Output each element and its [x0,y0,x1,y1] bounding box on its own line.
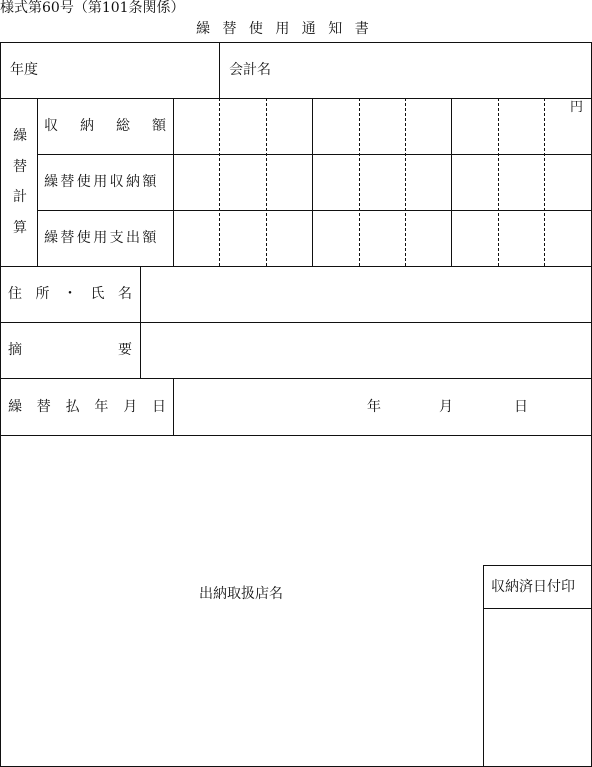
address-name-char-5: 名 [118,286,132,302]
calc-group-char-2: 替 [13,158,27,175]
payment-date-char-4: 年 [94,399,109,415]
account-name-label: 会計名 [229,62,271,78]
offset-receipts-amount-field[interactable] [175,156,589,208]
document-title: 繰 替 使 用 通 知 書 [196,21,373,37]
calc-group-char-1: 繰 [13,128,27,144]
offset-expenditure-amount-field[interactable] [175,212,589,264]
address-summary-divider [140,266,141,378]
address-name-field[interactable] [142,268,589,320]
fiscal-year-divider [219,42,220,98]
calc-label-divider [173,98,174,266]
payment-date-char-3: 払 [65,399,80,415]
offset-receipts-label: 繰替使用収納額 [44,174,159,190]
payment-date-label [8,399,166,415]
total-receipts-amount-field[interactable] [175,100,589,152]
row-divider-5 [0,322,592,323]
row-divider-2 [37,154,592,155]
calc-group-divider [37,98,38,266]
bank-name-label: 出納取扱店名 [199,586,283,602]
payment-date-char-1: 繰 [8,399,22,415]
account-name-field[interactable] [280,44,588,96]
address-name-char-4: 氏 [90,286,105,302]
total-receipts-char-4: 額 [152,118,166,134]
calc-group-char-4: 算 [13,219,27,236]
summary-char-2: 要 [118,342,132,358]
total-receipts-char-3: 総 [116,118,130,134]
calc-group-label [12,128,28,236]
fiscal-year-field[interactable] [60,44,216,96]
fiscal-year-label: 年度 [10,62,38,78]
address-name-label [8,286,132,302]
address-name-char-3: ・ [63,286,77,302]
row-divider-3 [37,210,592,211]
payment-date-char-6: 日 [151,399,166,415]
payment-day-unit: 日 [514,399,528,415]
border-left [0,42,1,767]
calc-group-char-3: 計 [13,189,27,206]
offset-expenditure-label: 繰替使用支出額 [44,230,159,246]
payment-date-char-5: 月 [123,399,138,415]
address-name-char-2: 所 [35,286,50,302]
stamp-box-left [483,565,484,767]
row-divider-6 [0,378,592,379]
border-top [0,42,592,43]
stamp-box-top [483,565,592,566]
total-receipts-char-2: 納 [80,118,94,134]
receipt-stamp-label: 収納済日付印 [491,579,575,595]
payment-day-field[interactable] [457,380,511,433]
payment-date-char-2: 替 [36,399,51,415]
row-divider-7 [0,435,592,436]
stamp-box-divider [483,608,592,609]
payment-month-unit: 月 [439,399,453,415]
bank-name-field[interactable] [2,437,480,763]
receipt-stamp-area[interactable] [485,610,589,763]
summary-field[interactable] [142,324,589,376]
yen-unit: 円 [570,100,584,115]
address-name-char-1: 住 [8,286,22,302]
payment-year-unit: 年 [367,399,381,415]
summary-char-1: 摘 [8,342,22,358]
summary-label [8,342,132,358]
form-number: 様式第60号（第101条関係） [0,0,185,16]
row-divider-4 [0,266,592,267]
payment-month-field[interactable] [385,380,435,433]
payment-date-divider [173,378,174,435]
payment-year-field[interactable] [175,380,355,433]
total-receipts-label [44,118,166,134]
row-divider-1 [0,98,592,99]
total-receipts-char-1: 収 [44,118,58,134]
